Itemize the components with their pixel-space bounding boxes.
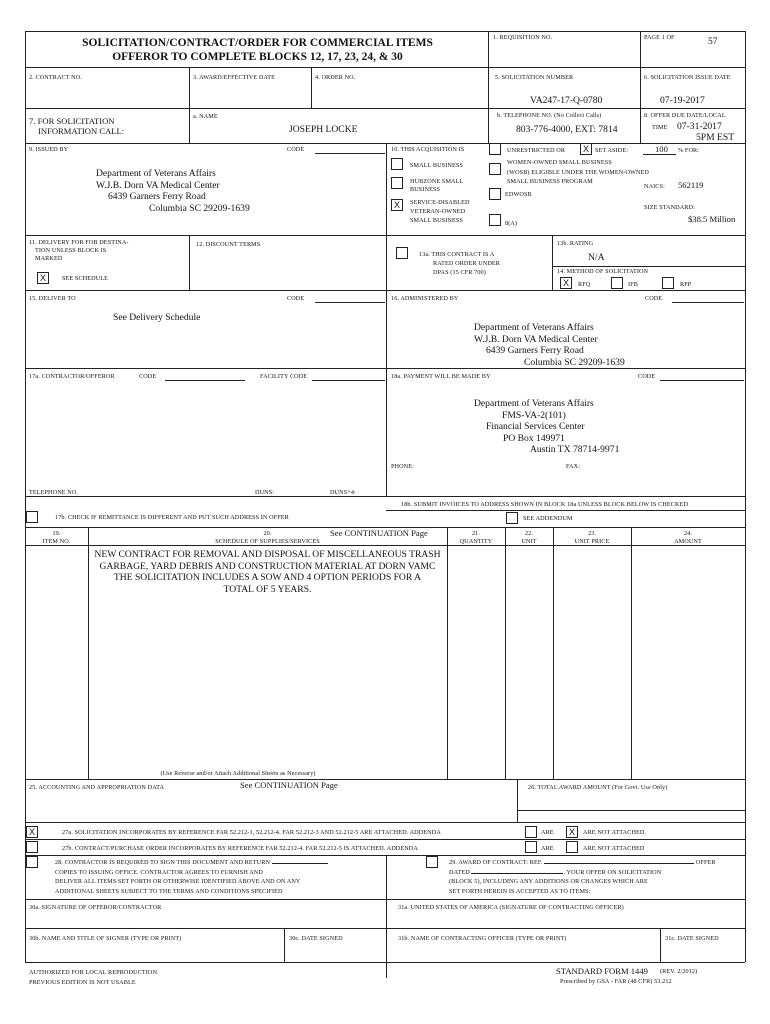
wosb-label: WOMEN-OWNED SMALL BUSINESS (WOSB) ELIGIBLE UNDER THE WOMEN-OWNED SMALL BUSINESS PROGRAM: [507, 159, 649, 185]
eight-a-label: 8(A): [505, 220, 518, 227]
info-call-label: INFORMATION CALL:: [38, 126, 125, 136]
deliver-to-code-label: CODE: [287, 295, 305, 302]
item-no-header: 19. ITEM NO.: [42, 530, 71, 545]
signer-date-label: 30c. DATE SIGNED: [289, 935, 343, 942]
supplies-header: 20. SCHEDULE OF SUPPLIES/SERVICES: [215, 530, 320, 545]
rfq-checkbox[interactable]: X: [560, 277, 572, 289]
unrestricted-label: UNRESTRICTED OR: [507, 147, 566, 154]
clause-29-checkbox[interactable]: [426, 856, 438, 868]
solicitation-number[interactable]: VA247-17-Q-0780: [530, 95, 603, 106]
duns-label: DUNS:: [255, 489, 275, 496]
contact-name[interactable]: JOSEPH LOCKE: [289, 124, 358, 135]
reverse-note: (Use Reverse and/or Attach Additional Sheets as Necessary): [160, 770, 316, 777]
clause-27a-label: 27a. SOLICITATION INCORPORATES BY REFERENCE FAR 52.212-1, 52.212-4. FAR 52.212-3 AND 52.212-5 ARE ATTACHED. ADDENDA: [62, 829, 441, 836]
clause-27a-checkbox[interactable]: X: [26, 826, 38, 838]
clause-27a-are-label: ARE: [541, 829, 554, 836]
footer-notes: AUTHORIZED FOR LOCAL REPRODUCTION PREVIOUS EDITION IS NOT USABLE: [29, 969, 158, 986]
wosb-checkbox[interactable]: [489, 163, 501, 175]
for-solicitation-label: 7. FOR SOLICITATION: [29, 116, 115, 126]
signature-offeror-label: 30a. SIGNATURE OF OFFEROR/CONTRACTOR: [29, 904, 162, 911]
solicitation-date-label: 6. SOLICITATION ISSUE DATE: [644, 74, 731, 81]
order-no-label: 4. ORDER NO.: [315, 74, 356, 81]
page-label: PAGE 1 OF: [644, 34, 675, 41]
sdvosb-label: SERVICE-DISABLED VETERAN-OWNED SMALL BUSINESS: [410, 199, 470, 224]
size-standard[interactable]: $38.5 Million: [688, 214, 736, 224]
clause-29-text: 29. AWARD OF CONTRACT: REF. OFFER DATED . YOUR OFFER ON SOLICITATION (BLOCK 5), INCLUDING ANY ADDITIONS OR CHANGES WHICH ARE SET FORTH HEREIN IS ACCEPTED AS TO ITEMS:: [449, 859, 716, 895]
facility-code-label: FACILITY CODE: [260, 373, 308, 380]
phone-label: PHONE:: [391, 463, 414, 470]
clause-28-checkbox[interactable]: [26, 856, 38, 868]
percent-for-label: % FOR:: [678, 147, 700, 154]
rfp-checkbox[interactable]: [662, 277, 674, 289]
clause-27b-not-checkbox[interactable]: [566, 841, 578, 853]
acquisition-label: 10. THIS ACQUISITION IS: [391, 146, 465, 153]
rated-order-checkbox[interactable]: [396, 247, 408, 259]
clause-27a-not-label: ARE NOT ATTACHED.: [583, 829, 647, 836]
payment-code-label: CODE: [638, 373, 656, 380]
deliver-to-label: 15. DELIVER TO: [29, 295, 76, 302]
set-aside-label: SET ASIDE:: [595, 147, 629, 154]
item-description: NEW CONTRACT FOR REMOVAL AND DISPOSAL OF MISCELLANEOUS TRASH GARBAGE, YARD DEBRIS AND CONSTRUCTION MATERIAL AT DORN VAMC THE SOLICITATION INCLUDES A SOW AND 4 OPTION PERIODS FOR A TOTAL OF 5 YEARS.: [94, 549, 441, 595]
small-business-checkbox[interactable]: [391, 158, 403, 170]
clause-27a-not-checkbox[interactable]: X: [566, 826, 578, 838]
prescribed-by: Prescribed by GSA - FAR (48 CFR) 53.212: [560, 978, 672, 985]
officer-name-label: 31b. NAME OF CONTRACTING OFFICER (TYPE OR PRINT): [398, 935, 567, 942]
signer-name-label: 30b. NAME AND TITLE OF SIGNER (TYPE OR PRINT): [29, 935, 182, 942]
payment-address: Department of Veterans Affairs FMS-VA-2(101) Financial Services Center PO Box 149971 Austin TX 78714-9971: [474, 398, 620, 455]
administered-by-label: 16. ADMINISTERED BY: [391, 295, 459, 302]
issued-by-address: Department of Veterans Affairs W.J.B. Dorn VA Medical Center 6439 Garners Ferry Road Columbia SC 29209-1639: [96, 168, 250, 214]
telephone-label: b. TELEPHONE NO. (No Collect Calls): [497, 112, 602, 119]
solicitation-number-label: 5. SOLICITATION NUMBER: [495, 74, 574, 81]
contact-telephone[interactable]: 803-776-4000, EXT: 7814: [516, 124, 618, 135]
see-addendum-label: SEE ADDENDUM: [523, 515, 573, 522]
rfp-label: RFP: [680, 281, 692, 288]
fax-label: FAX:: [566, 463, 581, 470]
set-aside-checkbox[interactable]: X: [580, 143, 592, 155]
administered-by-code-label: CODE: [645, 295, 663, 302]
form-revision: (REV. 2/2012): [660, 968, 698, 975]
submit-invoices-label: 18b. SUBMIT INVOICES TO ADDRESS SHOWN IN BLOCK 18a UNLESS BLOCK BELOW IS CHECKED: [401, 501, 689, 508]
small-business-label: SMALL BUSINESS: [410, 162, 463, 169]
contractor-code-label: CODE: [139, 373, 157, 380]
edwosb-checkbox[interactable]: [489, 188, 501, 200]
hubzone-checkbox[interactable]: [391, 177, 403, 189]
method-label: 14. METHOD OF SOLICITATION: [557, 268, 649, 275]
payment-label: 18a. PAYMENT WILL BE MADE BY: [391, 373, 491, 380]
time-label: TIME: [652, 124, 668, 131]
size-standard-label: SIZE STANDARD:: [644, 204, 695, 211]
clause-27b-not-label: ARE NOT ATTACHED: [583, 845, 645, 852]
eight-a-checkbox[interactable]: [489, 214, 501, 226]
set-aside-percent[interactable]: 100: [655, 144, 668, 154]
clause-27b-are-checkbox[interactable]: [525, 841, 537, 853]
naics-code[interactable]: 562119: [678, 180, 704, 190]
clause-27b-are-label: ARE: [541, 845, 554, 852]
telephone-no-label: TELEPHONE NO.: [29, 489, 79, 496]
unit-price-header: 23. UNIT PRICE: [574, 530, 610, 545]
unit-header: 22. UNIT: [521, 530, 537, 545]
officer-date-label: 31c. DATE SIGNED: [665, 935, 719, 942]
remittance-label: 17b. CHECK IF REMITTANCE IS DIFFERENT AND PUT SUCH ADDRESS IN OFFER: [55, 514, 289, 521]
form-title: [30, 36, 485, 64]
rating-label: 13b. RATING: [557, 240, 594, 247]
quantity-header: 21. QUANTITY: [459, 530, 493, 545]
issued-by-label: 9. ISSUED BY: [29, 146, 69, 153]
see-schedule-label: SEE SCHEDULE: [62, 275, 109, 282]
deliver-to-value[interactable]: See Delivery Schedule: [113, 312, 201, 323]
supplies-continuation: See CONTINUATION Page: [330, 528, 428, 538]
rated-order-label: 13a. THIS CONTRACT IS A RATED ORDER UNDER DPAS (15 CFR 700): [419, 251, 501, 276]
see-schedule-checkbox[interactable]: X: [37, 272, 49, 284]
contract-no-label: 2. CONTRACT NO.: [29, 74, 82, 81]
solicitation-date[interactable]: 07-19-2017: [660, 95, 705, 106]
edwosb-label: EDWOSB: [505, 191, 532, 198]
issued-by-code-label: CODE: [287, 146, 305, 153]
requisition-label: 1. REQUISITION NO.: [493, 34, 553, 41]
offer-due-time[interactable]: 5PM EST: [696, 132, 735, 143]
form-title-line2: OFFEROR TO COMPLETE BLOCKS 12, 17, 23, 24, & 30: [112, 51, 403, 63]
form-title-line1: SOLICITATION/CONTRACT/ORDER FOR COMMERCIAL ITEMS: [82, 37, 433, 49]
rfq-label: RFQ: [578, 281, 591, 288]
offer-due-label: 8. OFFER DUE DATE/LOCAL: [644, 112, 726, 119]
accounting-value[interactable]: See CONTINUATION Page: [240, 780, 338, 790]
naics-label: NAICS:: [644, 183, 665, 190]
contractor-label: 17a. CONTRACTOR/OFFEROR: [29, 373, 115, 380]
amount-header: 24. AMOUNT: [674, 530, 702, 545]
discount-terms-label: 12. DISCOUNT TERMS: [196, 241, 261, 248]
clause-27b-checkbox[interactable]: [26, 841, 38, 853]
offer-due-date[interactable]: 07-31-2017: [677, 121, 722, 132]
clause-27b-label: 27b. CONTRACT/PURCHASE ORDER INCORPORATES BY REFERENCE FAR 52.212-4. FAR 52.212-5 IS ATTACHED. ADDENDA: [62, 845, 418, 852]
form-number: STANDARD FORM 1449: [556, 966, 648, 976]
duns4-label: DUNS+4:: [330, 489, 356, 496]
delivery-fob-label: 11. DELIVERY FOR FOB DESTINA- TION UNLESS BLOCK IS MARKED: [29, 239, 129, 262]
rating-value[interactable]: N/A: [588, 252, 605, 263]
clause-28-text: 28. CONTRACTOR IS REQUIRED TO SIGN THIS DOCUMENT AND RETURN COPIES TO ISSUING OFFICE. CONTRACTOR AGREES TO FURNISH AND DELIVER ALL ITEMS SET FORTH OR OTHERWISE IDENTIFIED ABOVE AND ON ANY ADDITIONAL SHEETS SUBJECT TO THE TERMS AND CONDITIONS SPECIFIED: [55, 858, 328, 896]
remittance-checkbox[interactable]: [26, 511, 38, 523]
signature-officer-label: 31a. UNITED STATES OF AMERICA (SIGNATURE OF CONTRACTING OFFICER): [398, 904, 624, 911]
page-total: 57: [708, 36, 718, 47]
ifb-checkbox[interactable]: [611, 277, 623, 289]
award-date-label: 3. AWARD/EFFECTIVE DATE: [193, 74, 276, 81]
clause-27a-are-checkbox[interactable]: [525, 826, 537, 838]
unrestricted-checkbox[interactable]: [489, 143, 501, 155]
see-addendum-checkbox[interactable]: [506, 512, 518, 524]
accounting-label: 25. ACCOUNTING AND APPROPRIATION DATA: [29, 784, 165, 791]
hubzone-label: HUBZONE SMALL BUSINESS: [410, 178, 464, 193]
total-award-label: 26. TOTAL AWARD AMOUNT (For Govt. Use Only): [528, 784, 668, 791]
administered-by-address: Department of Veterans Affairs W.J.B. Dorn VA Medical Center 6439 Garners Ferry Road Columbia SC 29209-1639: [474, 322, 625, 368]
name-label: a. NAME: [193, 113, 218, 120]
sdvosb-checkbox[interactable]: X: [391, 199, 403, 211]
ifb-label: IFB: [628, 281, 638, 288]
